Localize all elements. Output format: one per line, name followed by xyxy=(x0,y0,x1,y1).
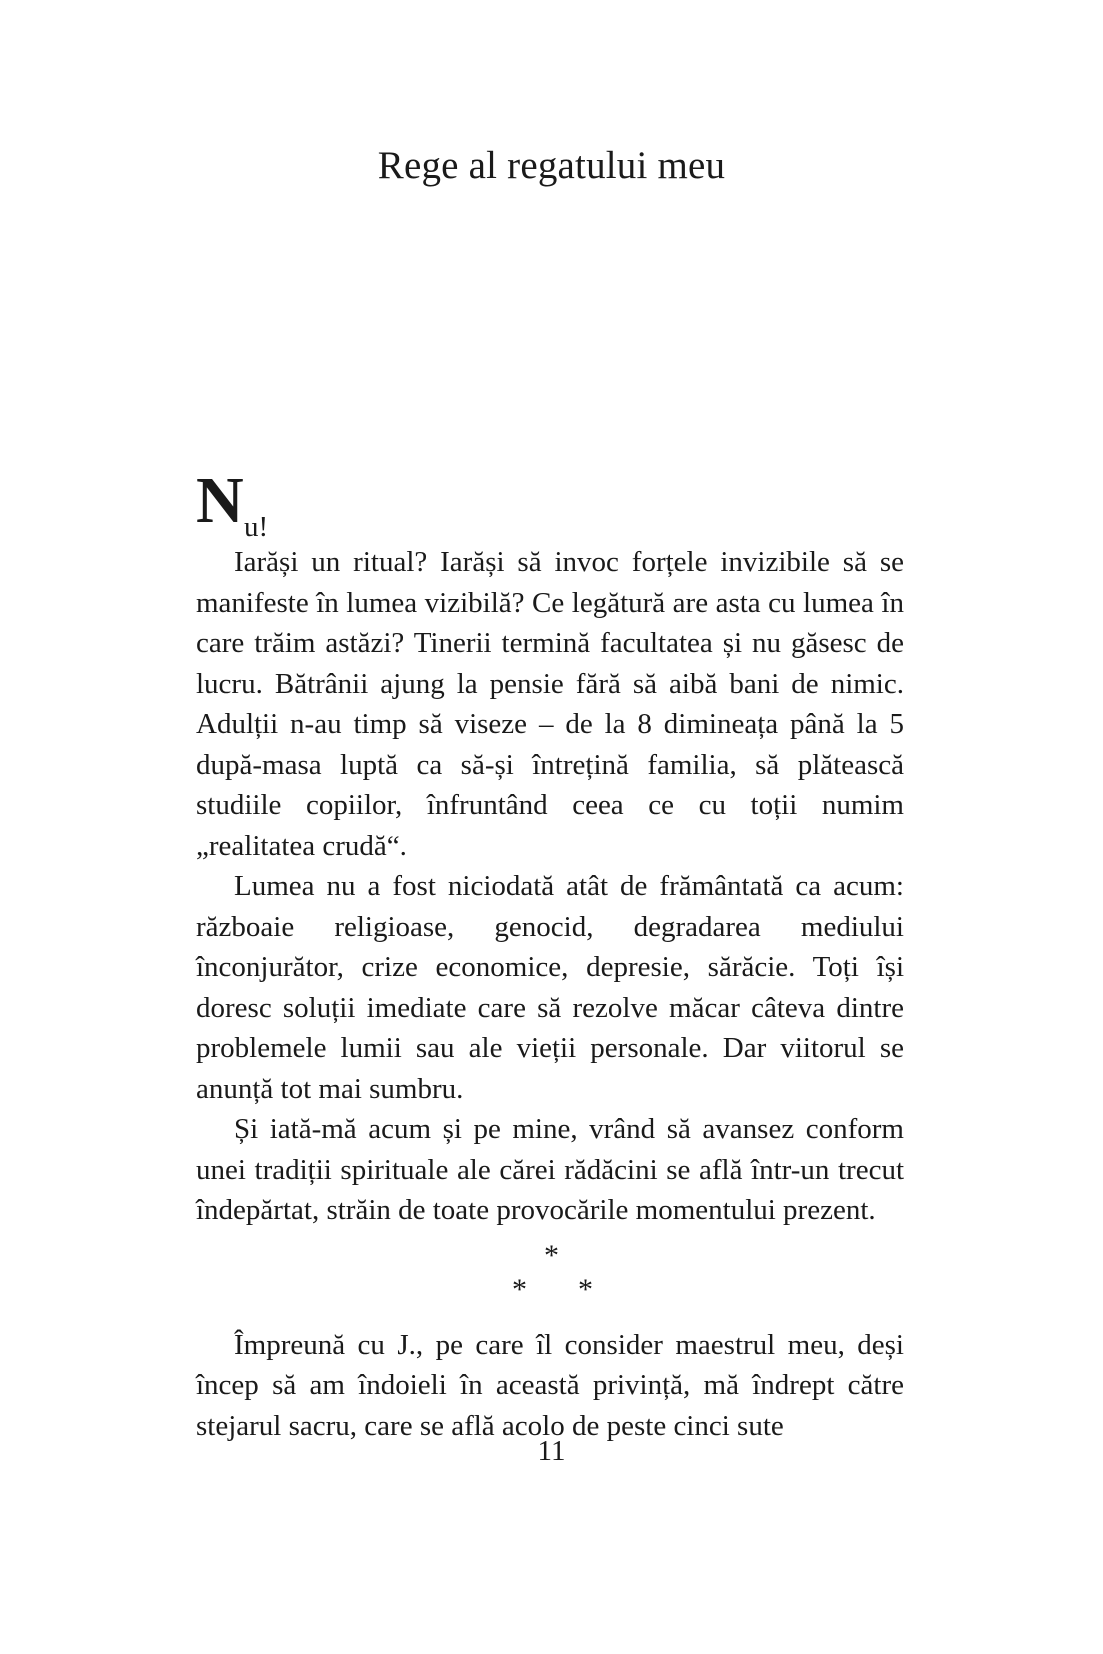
chapter-body xyxy=(196,464,904,1446)
separator-star-left: * xyxy=(512,1272,527,1306)
chapter-title: Rege al regatului meu xyxy=(377,144,726,187)
drop-cap: N xyxy=(196,464,244,537)
paragraph-1: Iarăși un ritual? Iarăși să invoc forțele invizibile să se manifeste în lumea vizibilă? Ce legătură are asta cu lumea în care trăim astăzi? Tinerii termină facultatea și nu găsesc de lucru. Bătrânii ajung la pensie fără să aibă bani de nimic. Adulții n-au timp să viseze – de la 8 dimineața până la 5 după-masa luptă ca să-și întrețină familia, să plătească studiile copiilor, înfruntând ceea ce cu toții numim „realitatea crudă“. xyxy=(196,546,904,862)
opening-line xyxy=(196,464,904,543)
paragraph-3: Și iată-mă acum și pe mine, vrând să avansez conform unei tradiții spirituale ale cărei rădăcini se află într-un trecut îndepărtat, străin de toate provocările momentului prezent. xyxy=(196,1113,904,1226)
paragraph-2: Lumea nu a fost niciodată atât de frământată ca acum: războaie religioase, genocid, degradarea mediului înconjurător, crize economice, depresie, sărăcie. Toți își doresc soluții imediate care să rezolve măcar câteva dintre problemele lumii sau ale vieții personale. Dar viitorul se anunță tot mai sumbru. xyxy=(196,870,904,1105)
separator-star-right: * xyxy=(578,1272,593,1306)
opening-rest: u! xyxy=(244,511,269,543)
page-number: 11 xyxy=(537,1435,566,1467)
paragraph-4: Împreună cu J., pe care îl consider maestrul meu, deși încep să am îndoieli în această privință, mă îndrept către stejarul sacru, care se află acolo de peste cinci sute xyxy=(196,1328,904,1442)
section-separator xyxy=(196,1238,904,1325)
separator-star-top: * xyxy=(544,1238,559,1272)
